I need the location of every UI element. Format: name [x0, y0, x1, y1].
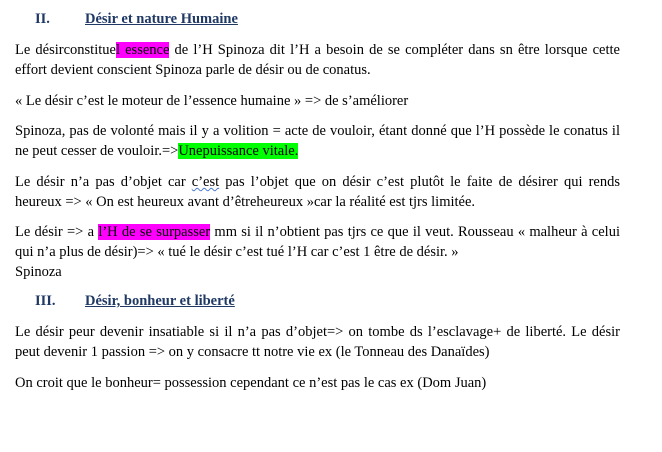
paragraph-objet	[15, 172, 620, 212]
paragraph-quote-moteur	[15, 91, 620, 111]
section-number: III.	[35, 293, 56, 309]
section-title: Désir, bonheur et liberté	[85, 293, 235, 309]
text-run: Spinoza	[15, 264, 62, 280]
spellcheck-word: c’est	[191, 174, 220, 190]
section-heading-3	[35, 293, 235, 310]
text-run: Le désir n’a pas d’objet car	[15, 174, 192, 190]
section-heading-2	[35, 11, 238, 28]
paragraph-insatiable	[15, 322, 620, 362]
highlighted-text: l’H de se surpasser	[98, 224, 211, 240]
paragraph-essence	[15, 40, 620, 80]
section-title: Désir et nature Humaine	[85, 11, 238, 27]
text-run: Le désirconstitue	[15, 42, 116, 58]
paragraph-volition	[15, 121, 620, 161]
text-run: mm si il n’obtient pas tjrs ce que il veut. Rousseau « malheur à celui qui n’a plus de désir)=> « tué le désir c’est tué l’H car c’est 1 être de désir. »	[15, 224, 620, 260]
text-run: « Le désir c’est le moteur de l’essence humaine » => de s’améliorer	[15, 93, 409, 109]
text-run: Le désir peur devenir insatiable si il n’a pas d’objet=> on tombe ds l’esclavage+ de liberté. Le désir peut devenir 1 passion => on y consacre tt notre vie ex (le Tonneau des Danaïdes)	[15, 324, 620, 360]
text-run: de l’H Spinoza dit l’H a besoin de se compléter dans sn être lorsque cette effort devient conscient Spinoza parle de désir ou de conatus.	[15, 42, 620, 78]
highlighted-text: l essence	[115, 42, 170, 58]
section-number: II.	[35, 11, 50, 27]
text-run: On croit que le bonheur= possession cependant ce n’est pas le cas ex (Dom Juan)	[15, 375, 487, 391]
text-run: Le désir => a	[15, 224, 99, 240]
text-run: Spinoza, pas de volonté mais il y a volition = acte de vouloir, étant donné que l’H possède le conatus il ne peut cesser de vouloir.=>	[15, 123, 620, 159]
paragraph-bonheur	[15, 373, 620, 393]
paragraph-surpasser	[15, 222, 620, 282]
highlighted-text: Unepuissance vitale.	[178, 143, 299, 159]
text-run: pas l’objet que on désir c’est plutôt le faite de désirer qui rends heureux => « On est heureux avant d’êtreheureux »car la réalité est tjrs limitée.	[15, 174, 620, 210]
